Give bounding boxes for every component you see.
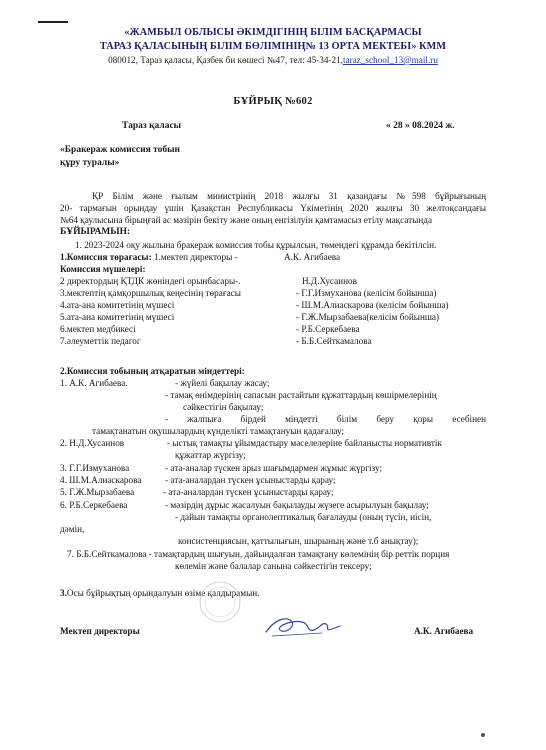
orders-word: БҰЙЫРАМЫН:	[60, 227, 131, 237]
duty-name: 1. А.К. Агибаева.	[60, 378, 128, 388]
duty-text: 7. Б.Б.Сейткамалова - тамақтардың шығуын, дайындалған тамақтану көлемінің бір реттік порция	[67, 549, 450, 559]
item3-number: 3.	[60, 588, 67, 598]
order-city: Тараз қаласы	[122, 121, 182, 131]
duty-text: - жалпыға бірдей міндетті білім беру қоры есебінен	[165, 414, 486, 424]
member-role: 3.мектептің қамқоршылық кеңесінің төрағасы	[60, 288, 241, 298]
duty-text: консистенциясын, қаттылығын, шырының және т.б анықтау);	[178, 536, 419, 546]
intro-line-2: 20- тармағын орындау үшін Қазақстан Республикасы Үкіметінің 2020 жылғы 30 желтоқсандағы	[60, 203, 486, 213]
handwritten-signature	[262, 612, 342, 642]
duty-text: құжаттар жүргізу;	[175, 450, 246, 460]
duty-name: 4. Ш.М.Алиаскарова	[60, 475, 142, 485]
duty-text: - мәзірдің дұрыс жасалуын бақылауды жүзеге асырылуын бақылау;	[165, 500, 429, 510]
intro-line-3: №64 қаулысына бірыңғай ас мәзірін бекіту және оның енгізілуін қамтамасыз етілу мақсатында	[60, 215, 433, 225]
duty-text: - ыстық тамақты ұйымдастыру мәселелеріне байланысты нормативтік	[167, 438, 442, 448]
member-name: - Б.Б.Сейткамалова	[296, 336, 372, 346]
duty-text: дәмін,	[60, 524, 85, 534]
duty-text: көлемін және балалар санына сәйкестігін тексеру;	[175, 561, 372, 571]
duty-name: 5. Г.Ж.Мырзабаева	[60, 487, 135, 497]
member-role: 7.әлеуметтік педагог	[60, 336, 141, 346]
header-line-1: «ЖАМБЫЛ ОБЛЫСЫ ӘКІМДІГІНІҢ БІЛІМ БАСҚАРМАСЫ	[124, 27, 422, 38]
item3-text: Осы бұйрықтың орындалуын өзіме қалдырамын.	[66, 588, 260, 598]
chair-label: 1.Комиссия төрағасы:	[60, 252, 152, 262]
chair-role: 1.мектеп директоры -	[151, 252, 238, 262]
duty-text: - дайын тамақты органолептикалық бағалауды (оның түсін, иісін,	[175, 512, 432, 522]
subject-line-1: «Бракераж комиссия тобын	[60, 145, 181, 155]
member-name: - Ш.М.Алиаскарова (келісім бойынша)	[296, 300, 449, 310]
signature-name: А.К. Агибаева	[414, 626, 474, 636]
duty-name: 2. Н.Д.Хусаинов	[60, 438, 125, 448]
duty-name: 6. Р.Б.Серкебаева	[60, 500, 128, 510]
member-name: - Г.Ж.Мырзабаева(келісім бойынша)	[296, 312, 440, 322]
duty-text: сәйкестігін бақылау;	[183, 402, 264, 412]
order-date: « 28 » 08.2024 ж.	[386, 121, 455, 131]
signature-title: Мектеп директоры	[60, 626, 140, 636]
duty-text: тамақтанатын оқушылардың күнделікті тамақтануын қадағалау;	[92, 426, 345, 436]
address-text: 080012, Тараз қаласы, Қазбек би көшесі №47, тел: 45-34-21,	[108, 55, 343, 65]
email-link[interactable]: taraz_school_13@mail.ru	[342, 55, 438, 65]
member-name: - Г.Г.Измуханова (келісім бойынша)	[296, 288, 437, 298]
duty-text: - тамақ өнімдерінің сапасын растайтын құжаттардың көшірмелерінің	[165, 390, 437, 400]
member-role: 6.мектеп медбикесі	[60, 324, 136, 334]
duty-name: 3. Г.Г.Измуханова	[60, 463, 130, 473]
duty-text: - ата-аналар түскен арыз шағымдармен жұмыс жүргізу;	[165, 463, 382, 473]
member-name: - Р.Б.Серкебаева	[296, 324, 360, 334]
member-role: 2 директордың ҚТДК жөніндегі орынбасары-.	[60, 276, 241, 286]
intro-line-1: ҚР Білім және ғылым министрінің 2018 жылғы 31 қазандағы №598 бұйрығының	[92, 191, 486, 201]
order-title: БҰЙРЫҚ №602	[233, 96, 313, 107]
item2-title: 2.Комиссия тобының атқаратын міндеттері:	[60, 366, 245, 376]
duty-text: - ата-аналардан түскен ұсыныстарды қарау;	[165, 475, 336, 485]
subject-line-2: құру туралы»	[60, 158, 120, 168]
member-name: Н.Д.Хусаинов	[302, 276, 357, 286]
chair-name: А.К. Агибаева	[284, 252, 341, 262]
members-label: Комиссия мүшелері:	[60, 264, 146, 274]
page-dot	[481, 733, 485, 737]
duty-text: - жүйелі бақылау жасау;	[175, 378, 270, 388]
duty-text: - ата-аналардан түскен ұсыныстарды қарау;	[163, 487, 334, 497]
item1-text: 1. 2023-2024 оқу жылына бракераж комиссия тобы құрылсын, төмендегі құрамда бекітілсін.	[75, 240, 437, 250]
member-role: 4.ата-ана комитетінің мүшесі	[60, 300, 175, 310]
header-line-2: ТАРАЗ ҚАЛАСЫНЫҢ БІЛІМ БӨЛІМІНІҢ№ 13 ОРТА МЕКТЕБІ» КММ	[99, 41, 447, 52]
member-role: 5.ата-ана комитетінің мүшесі	[60, 312, 175, 322]
